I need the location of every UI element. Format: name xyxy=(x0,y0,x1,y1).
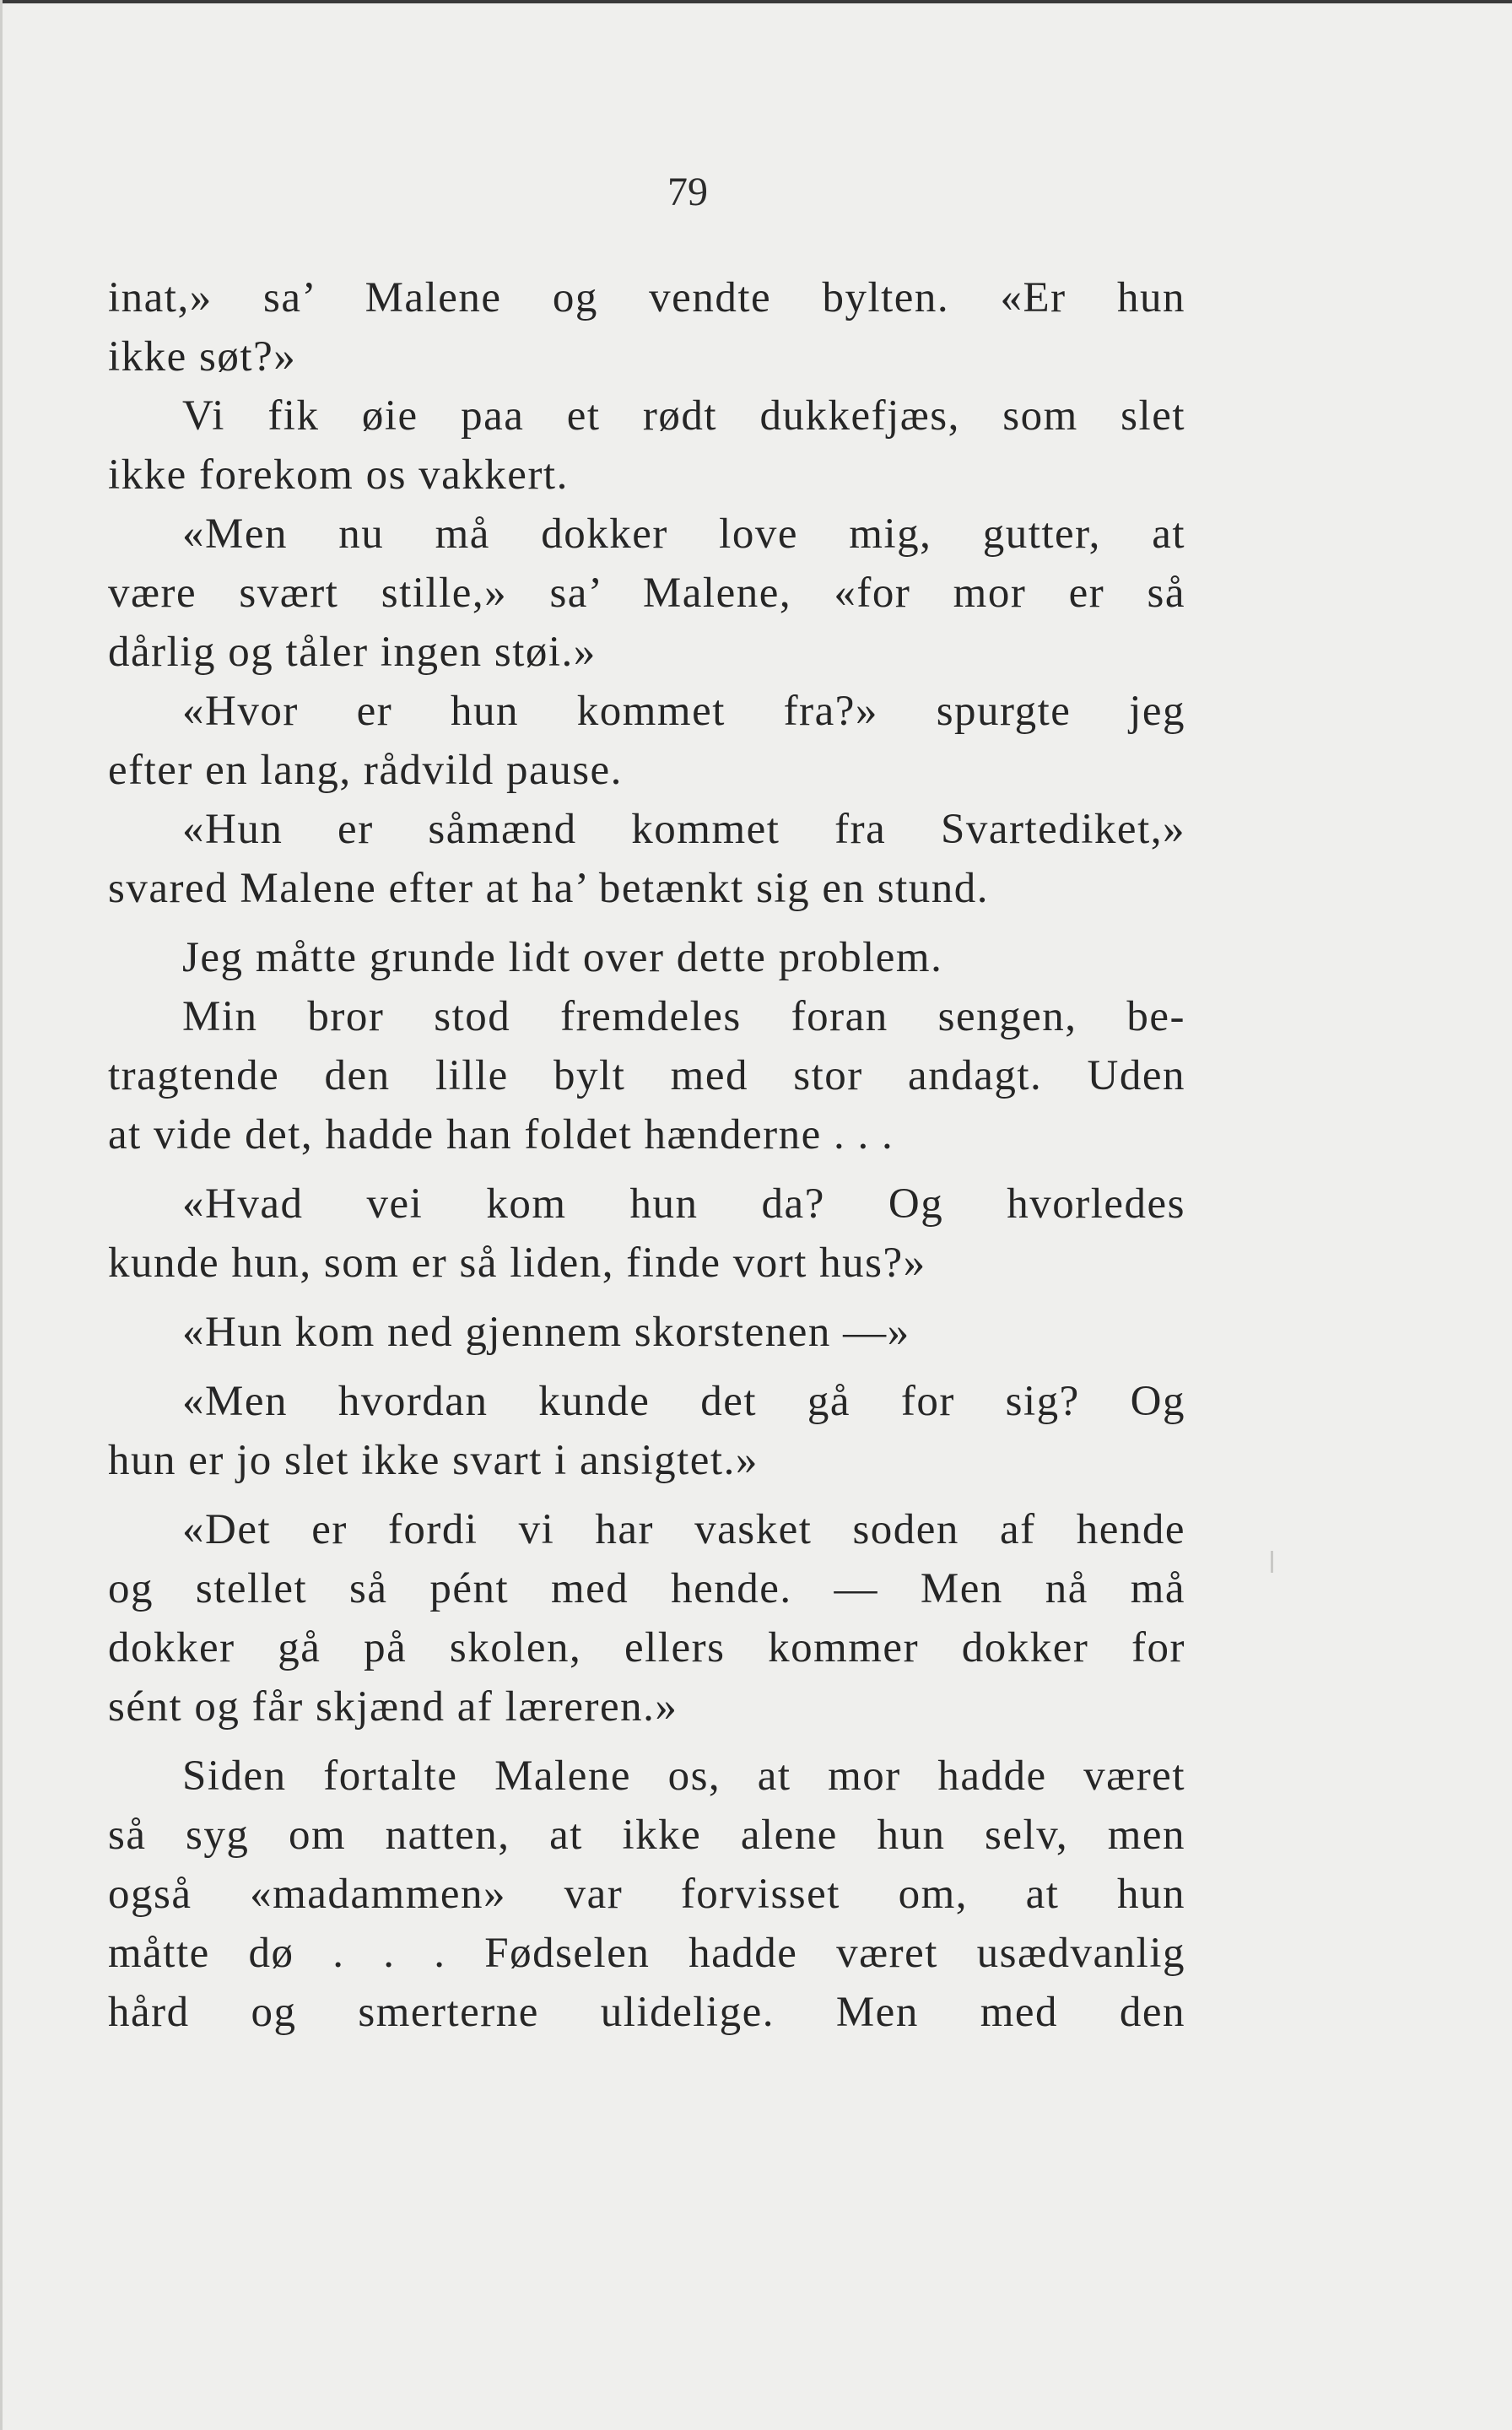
text-line: «Hvor er hun kommet fra?» spurgte jeg xyxy=(182,688,1185,735)
text-line: sént og får skjænd af læreren.» xyxy=(108,1683,678,1731)
text-line: tragtende den lille bylt med stor andagt. Uden xyxy=(108,1052,1185,1099)
text-line: og stellet så pént med hende. — Men nå må xyxy=(108,1565,1185,1612)
body-text xyxy=(108,268,1185,2042)
text-line: kunde hun, som er så liden, finde vort hus?» xyxy=(108,1239,926,1287)
text-line: Jeg måtte grunde lidt over dette problem. xyxy=(182,934,943,981)
page-number: 79 xyxy=(667,170,708,214)
scan-speck xyxy=(1271,1551,1273,1573)
text-line: svared Malene efter at ha’ betænkt sig en stund. xyxy=(108,865,989,912)
text-line: dokker gå på skolen, ellers kommer dokker for xyxy=(108,1624,1185,1671)
text-line: hård og smerterne ulidelige. Men med den xyxy=(108,1989,1185,2036)
text-line: være svært stille,» sa’ Malene, «for mor er så xyxy=(108,570,1185,617)
text-line: efter en lang, rådvild pause. xyxy=(108,747,623,794)
text-line: ikke forekom os vakkert. xyxy=(108,451,569,499)
text-line: også «madammen» var forvisset om, at hun xyxy=(108,1871,1185,1918)
text-line: «Hun er såmænd kommet fra Svartediket,» xyxy=(182,806,1185,853)
text-line: Min bror stod fremdeles foran sengen, be- xyxy=(182,993,1185,1040)
text-line: Vi fik øie paa et rødt dukkefjæs, som slet xyxy=(182,392,1185,440)
text-line: måtte dø . . . Fødselen hadde været usædvanlig xyxy=(108,1930,1185,1977)
text-line: hun er jo slet ikke svart i ansigtet.» xyxy=(108,1437,759,1484)
text-line: Siden fortalte Malene os, at mor hadde været xyxy=(182,1752,1185,1800)
text-line: inat,» sa’ Malene og vendte bylten. «Er hun xyxy=(108,274,1185,321)
text-line: «Det er fordi vi har vasket soden af hende xyxy=(182,1506,1185,1553)
text-line: ikke søt?» xyxy=(108,333,297,381)
text-line: «Men nu må dokker love mig, gutter, at xyxy=(182,510,1185,558)
text-line: så syg om natten, at ikke alene hun selv, men xyxy=(108,1812,1185,1859)
scan-top-edge xyxy=(0,0,1512,3)
scan-left-edge xyxy=(0,0,3,2430)
text-line: «Hun kom ned gjennem skorstenen —» xyxy=(182,1309,910,1356)
text-line: dårlig og tåler ingen støi.» xyxy=(108,629,597,676)
text-line: at vide det, hadde han foldet hænderne . . . xyxy=(108,1111,894,1158)
text-line: «Hvad vei kom hun da? Og hvorledes xyxy=(182,1180,1185,1228)
text-line: «Men hvordan kunde det gå for sig? Og xyxy=(182,1378,1185,1425)
